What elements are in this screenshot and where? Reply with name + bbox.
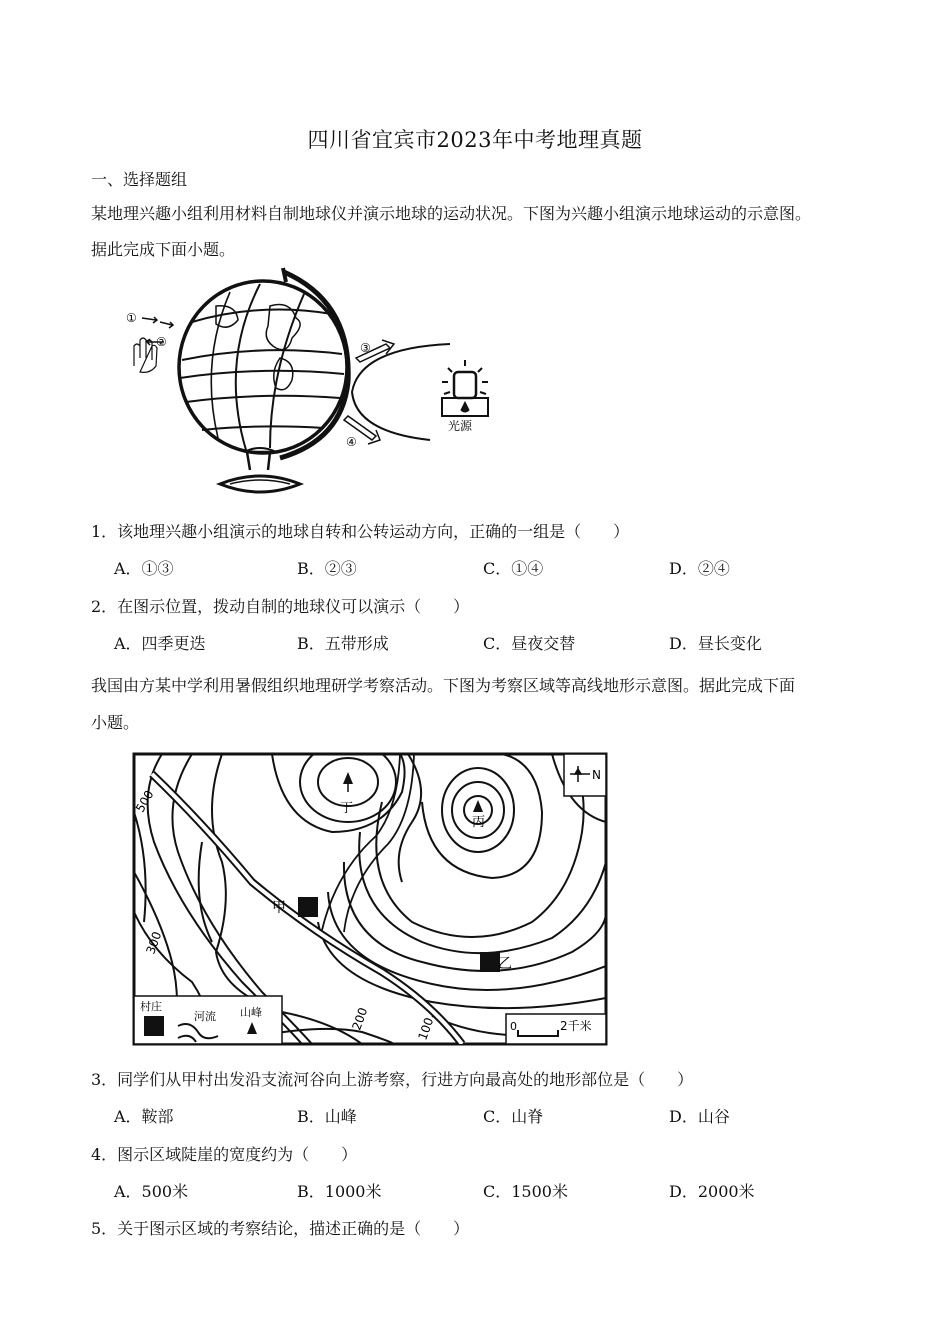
question-1-options	[114, 556, 874, 580]
option-c[interactable]: C．昼夜交替	[483, 634, 576, 653]
question-2-options	[114, 631, 874, 655]
option-a[interactable]: A．①③	[114, 559, 174, 578]
question-3: 3．同学们从甲村出发沿支流河谷向上游考察，行进方向最高处的地形部位是（ ）	[91, 1070, 694, 1089]
question-4: 4．图示区域陡崖的宽度约为（ ）	[91, 1145, 358, 1164]
option-b[interactable]: B．②③	[297, 559, 357, 578]
intro-paragraph-2-cont: 小题。	[91, 713, 140, 732]
option-b[interactable]: B．五带形成	[297, 634, 389, 653]
option-c[interactable]: C．1500米	[483, 1182, 568, 1201]
marker-4: ④	[346, 435, 357, 449]
question-3-options	[114, 1104, 874, 1128]
place-bing: 丙	[472, 815, 486, 830]
question-2: 2．在图示位置，拨动自制的地球仪可以演示（ ）	[91, 597, 470, 616]
question-4-options	[114, 1179, 874, 1203]
marker-1: ①	[126, 311, 137, 325]
contour-label-500: 500	[132, 787, 157, 815]
place-yi: 乙	[498, 956, 512, 972]
contour-map	[132, 752, 608, 1046]
option-c[interactable]: C．山脊	[483, 1107, 544, 1126]
place-ding: 丁	[340, 801, 354, 816]
north-label: N	[592, 768, 601, 782]
village-jia-icon	[298, 897, 318, 917]
section-heading: 一、选择题组	[91, 170, 188, 189]
option-b[interactable]: B．1000米	[297, 1182, 382, 1201]
contour-label-100: 100	[415, 1015, 437, 1043]
option-a[interactable]: A．四季更迭	[114, 634, 206, 653]
legend-river-label: 河流	[194, 1010, 216, 1023]
light-source-label: 光源	[448, 419, 473, 433]
scale-zero: 0	[510, 1020, 517, 1033]
option-c[interactable]: C．①④	[483, 559, 544, 578]
place-jia: 甲	[272, 900, 286, 916]
option-d[interactable]: D．②④	[669, 559, 730, 578]
legend-village-label: 村庄	[140, 1000, 162, 1013]
intro-paragraph-2: 我国由方某中学利用暑假组织地理研学考察活动。下图为考察区域等高线地形示意图。据此完成下面	[91, 676, 796, 695]
page-title: 四川省宜宾市2023年中考地理真题	[307, 128, 643, 152]
option-b[interactable]: B．山峰	[297, 1107, 357, 1126]
contour-label-200: 200	[349, 1005, 371, 1033]
village-yi-icon	[480, 952, 500, 972]
option-a[interactable]: A．500米	[114, 1182, 189, 1201]
option-d[interactable]: D．2000米	[669, 1182, 755, 1201]
intro-paragraph-1-cont: 据此完成下面小题。	[91, 240, 236, 259]
option-a[interactable]: A．鞍部	[114, 1107, 174, 1126]
question-5: 5．关于图示区域的考察结论，描述正确的是（ ）	[91, 1219, 470, 1238]
option-d[interactable]: D．山谷	[669, 1107, 730, 1126]
marker-3: ③	[360, 341, 371, 355]
legend-village-icon	[144, 1016, 164, 1036]
globe-figure	[120, 262, 500, 502]
scale-length: 2千米	[560, 1019, 592, 1033]
legend-peak-label: 山峰	[240, 1006, 262, 1019]
option-d[interactable]: D．昼长变化	[669, 634, 762, 653]
question-1: 1．该地理兴趣小组演示的地球自转和公转运动方向，正确的一组是（ ）	[91, 522, 630, 541]
contour-label-300: 300	[143, 929, 165, 957]
intro-paragraph-1: 某地理兴趣小组利用材料自制地球仪并演示地球的运动状况。下图为兴趣小组演示地球运动的示意图。	[91, 204, 812, 223]
marker-2: ②	[156, 335, 167, 349]
